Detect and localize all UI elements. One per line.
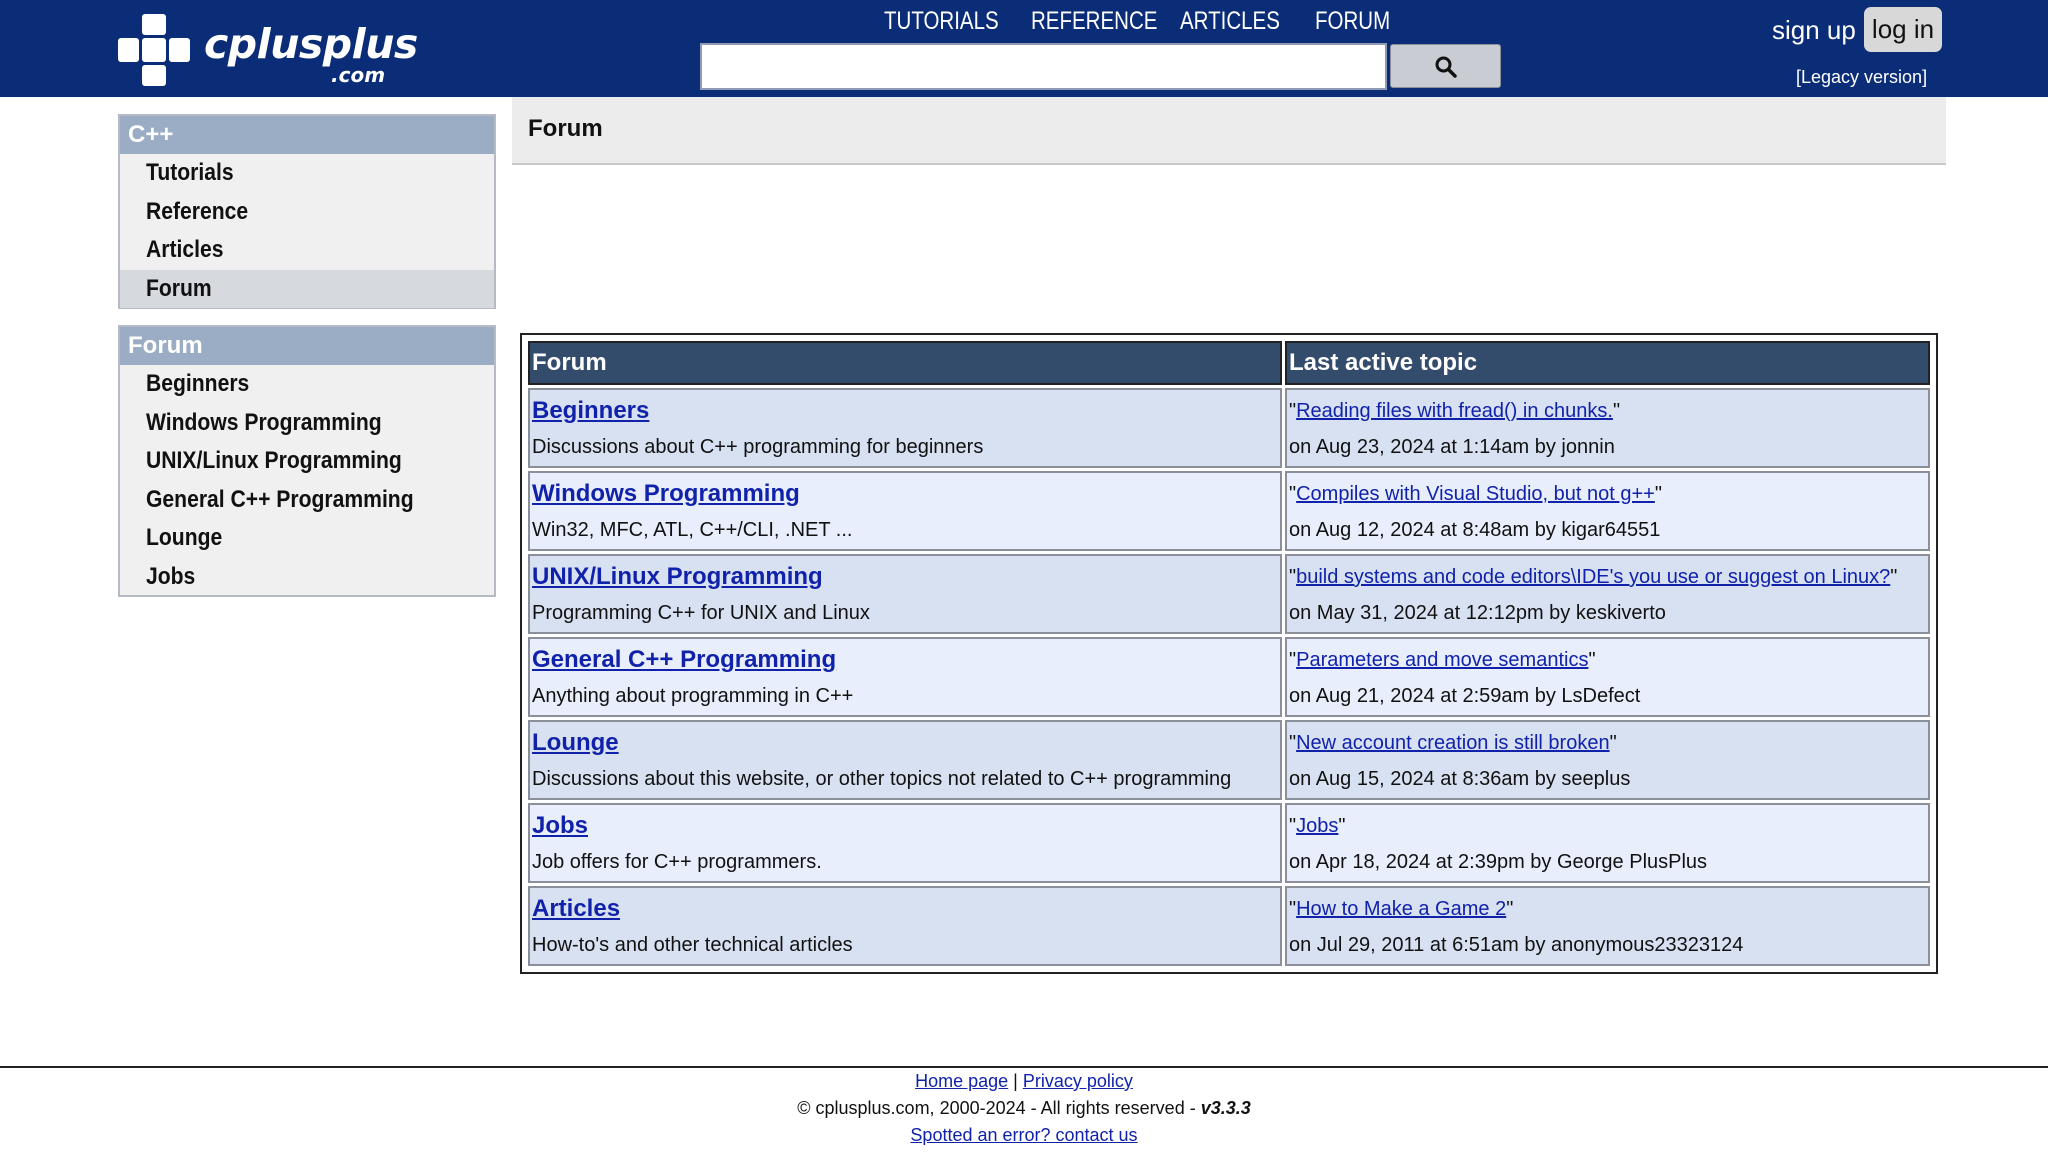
topic-meta: on May 31, 2024 at 12:12pm by keskiverto bbox=[1289, 602, 1666, 624]
forum-table bbox=[520, 333, 1938, 974]
sidebar-item-label: Articles bbox=[146, 236, 224, 263]
forum-description: Win32, MFC, ATL, C++/CLI, .NET ... bbox=[532, 519, 853, 541]
sidebar-item-label: Forum bbox=[146, 274, 212, 302]
topic-meta: on Aug 12, 2024 at 8:48am by kigar64551 bbox=[1289, 519, 1661, 541]
forum-description: Discussions about this website, or other topics not related to C++ programming bbox=[532, 768, 1232, 790]
topic-link[interactable]: New account creation is still broken bbox=[1296, 732, 1610, 754]
forum-cell bbox=[528, 803, 1282, 883]
sidebar-item-label: UNIX/Linux Programming bbox=[146, 447, 402, 474]
forum-link-beginners[interactable]: Beginners bbox=[532, 397, 650, 424]
forum-description: Programming C++ for UNIX and Linux bbox=[532, 602, 870, 624]
forum-cell bbox=[528, 720, 1282, 800]
forum-cell bbox=[528, 388, 1282, 468]
forum-cell bbox=[528, 471, 1282, 551]
sidebar-item-label: Beginners bbox=[146, 370, 250, 397]
topic-line: "Jobs" bbox=[1289, 815, 1346, 837]
contact-us-link[interactable]: Spotted an error? contact us bbox=[910, 1125, 1138, 1145]
error-report-line bbox=[0, 1122, 2048, 1149]
sidebar-item-unix-linux-programming[interactable] bbox=[120, 442, 494, 481]
footer-separator: | bbox=[1013, 1071, 1018, 1091]
topic-meta: on Aug 15, 2024 at 8:36am by seeplus bbox=[1289, 768, 1631, 790]
forum-link-lounge[interactable]: Lounge bbox=[532, 729, 619, 756]
sidebar-item-general-cpp-programming[interactable] bbox=[120, 481, 494, 520]
table-row bbox=[528, 554, 1930, 634]
nav-articles[interactable]: ARTICLES bbox=[1180, 7, 1280, 35]
page-header bbox=[512, 97, 1946, 165]
sidebar-item-label: Reference bbox=[146, 197, 249, 225]
forum-link-jobs[interactable]: Jobs bbox=[532, 812, 589, 839]
forum-link-unix-linux-programming[interactable]: UNIX/Linux Programming bbox=[532, 563, 823, 590]
table-row bbox=[528, 388, 1930, 468]
version-label: v3.3.3 bbox=[1200, 1098, 1251, 1118]
site-footer bbox=[0, 1068, 2048, 1149]
topic-meta: on Aug 23, 2024 at 1:14am by jonnin bbox=[1289, 436, 1615, 458]
last-topic-cell bbox=[1285, 803, 1930, 883]
sidebar-item-forum[interactable] bbox=[120, 270, 494, 309]
topic-link[interactable]: Parameters and move semantics bbox=[1296, 649, 1589, 671]
topic-meta: on Jul 29, 2011 at 6:51am by anonymous23323124 bbox=[1289, 934, 1744, 956]
topic-link[interactable]: build systems and code editors\IDE's you use or suggest on Linux? bbox=[1296, 566, 1891, 588]
table-header-row bbox=[528, 341, 1930, 385]
column-header-forum: Forum bbox=[528, 341, 1282, 385]
table-row bbox=[528, 720, 1930, 800]
topic-link[interactable]: How to Make a Game 2 bbox=[1296, 898, 1507, 920]
last-topic-cell bbox=[1285, 554, 1930, 634]
last-topic-cell bbox=[1285, 720, 1930, 800]
sidebar-item-label: General C++ Programming bbox=[146, 485, 414, 513]
table-row bbox=[528, 886, 1930, 966]
forum-description: Anything about programming in C++ bbox=[532, 685, 854, 707]
last-topic-cell bbox=[1285, 886, 1930, 966]
sign-up-link[interactable]: sign up bbox=[1772, 15, 1856, 45]
logo-text: cplusplus bbox=[204, 20, 418, 68]
forum-cell bbox=[528, 886, 1282, 966]
copyright-line bbox=[0, 1095, 2048, 1122]
sidebar-item-beginners[interactable] bbox=[120, 365, 494, 404]
table-row bbox=[528, 471, 1930, 551]
topic-line: "Parameters and move semantics" bbox=[1289, 649, 1596, 671]
forum-cell bbox=[528, 554, 1282, 634]
forum-link-windows-programming[interactable]: Windows Programming bbox=[532, 480, 800, 507]
sidebar-forum-box bbox=[118, 325, 496, 597]
privacy-policy-link[interactable]: Privacy policy bbox=[1022, 1071, 1133, 1091]
sidebar-item-lounge[interactable] bbox=[120, 519, 494, 558]
sidebar-item-label: Windows Programming bbox=[146, 408, 382, 436]
forum-link-general-cpp-programming[interactable]: General C++ Programming bbox=[532, 646, 837, 673]
topic-line: "How to Make a Game 2" bbox=[1289, 898, 1514, 920]
cplusplus-logo-icon bbox=[118, 14, 190, 86]
topic-line: "Reading files with fread() in chunks." bbox=[1289, 400, 1621, 422]
table-row bbox=[528, 637, 1930, 717]
forum-description: Discussions about C++ programming for beginners bbox=[532, 436, 984, 458]
topic-line: "Compiles with Visual Studio, but not g++" bbox=[1289, 483, 1662, 505]
last-topic-cell bbox=[1285, 471, 1930, 551]
column-header-last-topic: Last active topic bbox=[1285, 341, 1930, 385]
sidebar-item-jobs[interactable] bbox=[120, 558, 494, 597]
home-page-link[interactable]: Home page bbox=[915, 1071, 1009, 1091]
nav-reference[interactable]: REFERENCE bbox=[1031, 7, 1158, 35]
topic-meta: on Aug 21, 2024 at 2:59am by LsDefect bbox=[1289, 685, 1641, 707]
last-topic-cell bbox=[1285, 637, 1930, 717]
table-row bbox=[528, 803, 1930, 883]
legacy-version-link[interactable]: [Legacy version] bbox=[1796, 67, 1928, 87]
forum-cell bbox=[528, 637, 1282, 717]
forum-description: Job offers for C++ programmers. bbox=[532, 851, 822, 873]
nav-tutorials[interactable]: TUTORIALS bbox=[884, 7, 999, 35]
page-title: Forum bbox=[528, 115, 603, 142]
sidebar-forum-title[interactable]: Forum bbox=[120, 327, 494, 365]
sidebar-item-windows-programming[interactable] bbox=[120, 404, 494, 443]
last-topic-cell bbox=[1285, 388, 1930, 468]
footer-links bbox=[0, 1068, 2048, 1095]
sidebar-item-articles[interactable] bbox=[120, 231, 494, 270]
topic-link[interactable]: Jobs bbox=[1296, 815, 1339, 837]
copyright-text: © cplusplus.com, 2000-2024 - All rights reserved - bbox=[797, 1098, 1201, 1118]
sidebar-item-label: Lounge bbox=[146, 524, 223, 551]
sidebar-item-reference[interactable] bbox=[120, 193, 494, 232]
sidebar-cpp-box bbox=[118, 114, 496, 309]
topic-line: "build systems and code editors\IDE's you use or suggest on Linux?" bbox=[1289, 566, 1898, 588]
search-button[interactable] bbox=[1390, 44, 1501, 88]
sidebar-item-label: Tutorials bbox=[146, 159, 234, 186]
forum-link-articles[interactable]: Articles bbox=[532, 895, 621, 922]
sidebar-item-tutorials[interactable] bbox=[120, 154, 494, 193]
search-icon bbox=[1434, 55, 1458, 79]
top-navigation bbox=[884, 6, 1424, 36]
search-input[interactable] bbox=[700, 43, 1387, 90]
log-in-button[interactable]: log in bbox=[1864, 7, 1942, 52]
site-logo[interactable] bbox=[118, 14, 418, 86]
site-header bbox=[0, 0, 2048, 97]
topic-meta: on Apr 18, 2024 at 2:39pm by George PlusPlus bbox=[1289, 851, 1708, 873]
nav-forum[interactable]: FORUM bbox=[1315, 7, 1391, 35]
logo-domain: .com bbox=[331, 63, 386, 87]
sidebar-item-label: Jobs bbox=[146, 562, 196, 590]
sidebar-cpp-title[interactable]: C++ bbox=[120, 116, 494, 154]
topic-line: "New account creation is still broken" bbox=[1289, 732, 1617, 754]
forum-description: How-to's and other technical articles bbox=[532, 934, 853, 956]
topic-link[interactable]: Reading files with fread() in chunks. bbox=[1296, 400, 1613, 422]
topic-link[interactable]: Compiles with Visual Studio, but not g++ bbox=[1296, 483, 1655, 505]
